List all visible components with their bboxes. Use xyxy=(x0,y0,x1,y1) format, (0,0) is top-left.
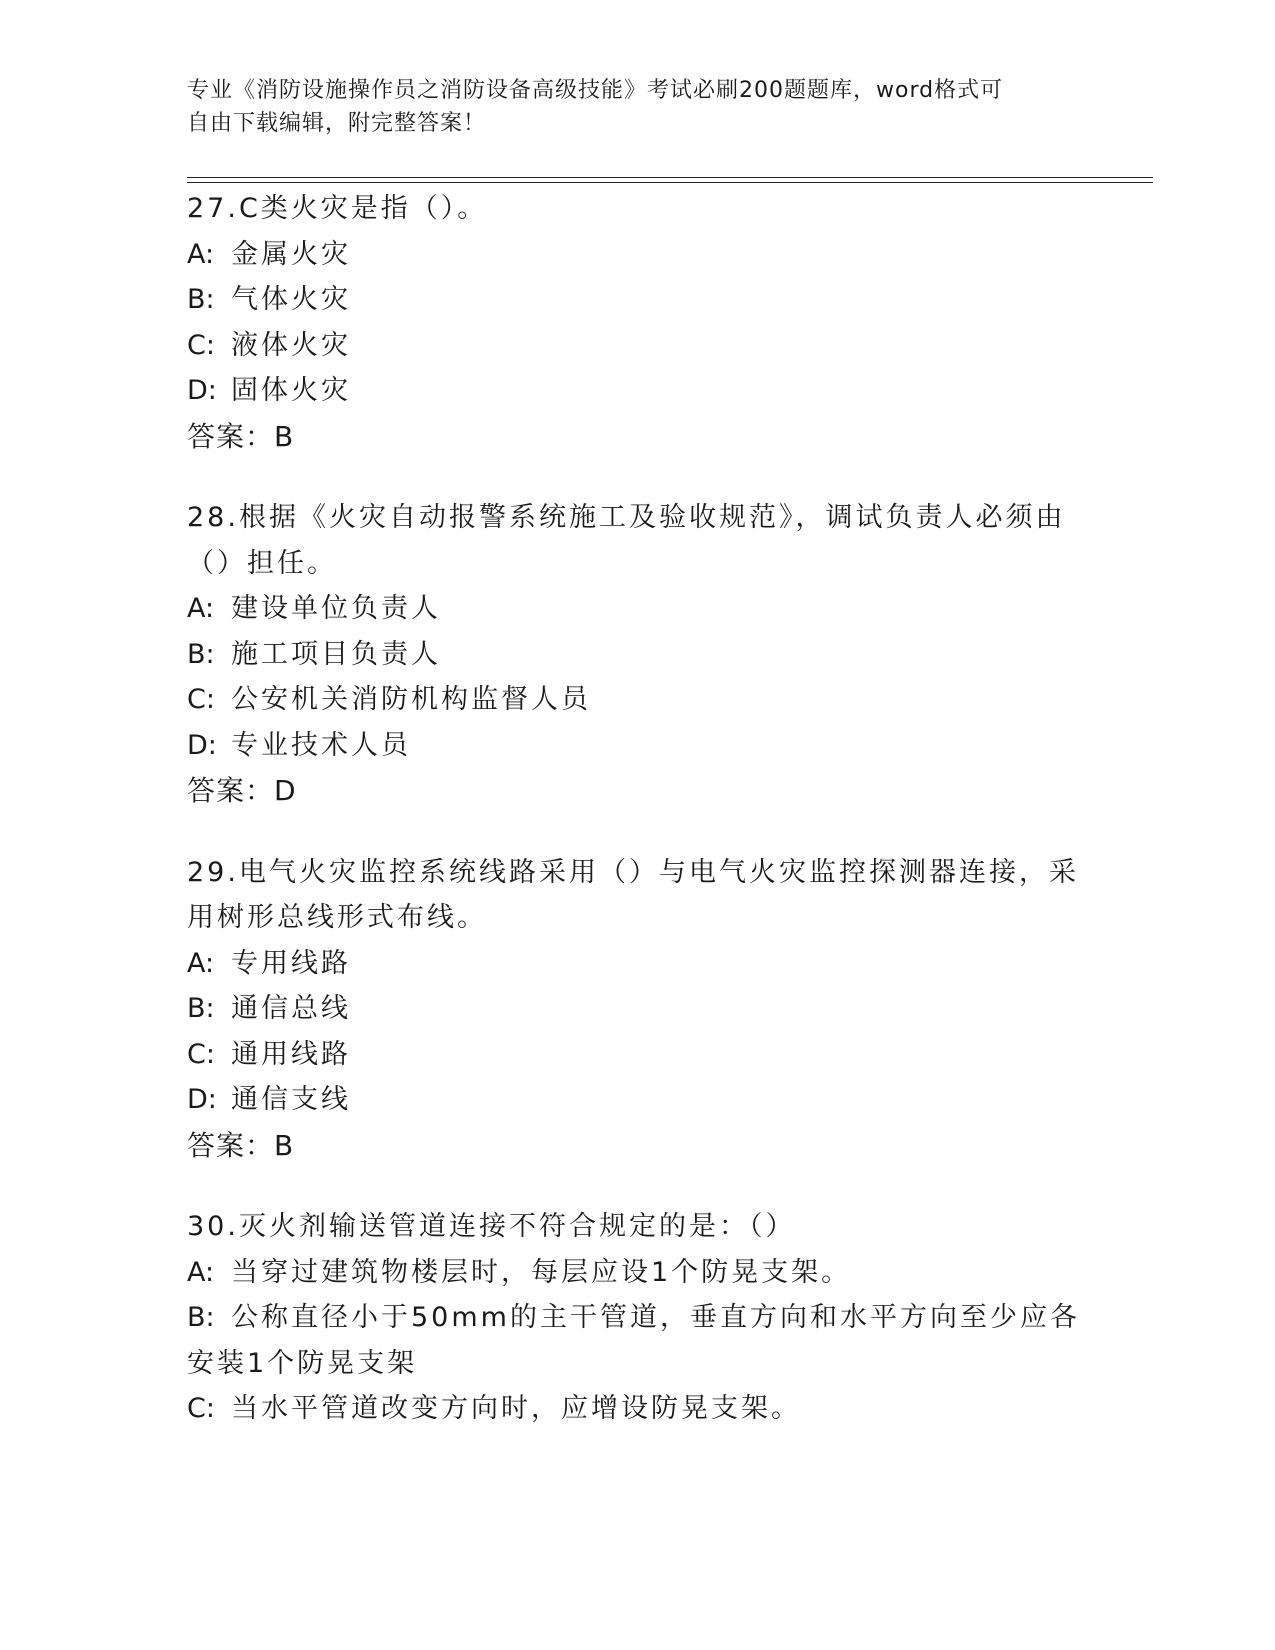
header-divider-top xyxy=(187,177,1153,178)
option-b xyxy=(187,632,1087,678)
option-a xyxy=(187,941,1087,987)
document-header xyxy=(187,74,1067,140)
option-text: 建设单位负责人 xyxy=(231,593,441,624)
option-letter: C: xyxy=(187,329,215,361)
question-29 xyxy=(187,850,1087,1169)
option-text: 气体火灾 xyxy=(231,284,351,315)
option-text: 当穿过建筑物楼层时，每层应设1个防晃支架。 xyxy=(231,1256,852,1288)
question-stem: 电气火灾监控系统线路采用（）与电气火灾监控探测器连接，采用树形总线形式布线。 xyxy=(187,856,1079,933)
header-line-2: 自由下载编辑，附完整答案！ xyxy=(187,111,487,136)
option-b xyxy=(187,1295,1087,1386)
header-line-1: 专业《消防设施操作员之消防设备高级技能》考试必刷200题题库，word格式可 xyxy=(187,78,1004,103)
option-letter: B: xyxy=(187,993,215,1024)
option-letter: D: xyxy=(187,375,217,406)
option-text: 金属火灾 xyxy=(231,238,351,270)
question-stem: C类火灾是指（）。 xyxy=(238,193,488,224)
answer-label: 答案：B xyxy=(187,1128,295,1162)
question-text xyxy=(187,495,1087,586)
option-a xyxy=(187,232,1087,278)
answer-label: 答案：B xyxy=(187,419,295,453)
question-list xyxy=(187,186,1087,1468)
option-text: 通用线路 xyxy=(231,1038,351,1070)
option-letter: A: xyxy=(187,1256,215,1288)
option-c xyxy=(187,1386,1087,1432)
option-text: 通信总线 xyxy=(231,993,351,1024)
question-text xyxy=(187,186,1087,232)
option-letter: C: xyxy=(187,1393,215,1424)
option-text: 当水平管道改变方向时，应增设防晃支架。 xyxy=(231,1393,801,1424)
question-number: 28. xyxy=(187,502,239,533)
option-letter: B: xyxy=(187,638,215,670)
header-divider-bottom xyxy=(187,182,1153,183)
question-28 xyxy=(187,495,1087,814)
question-number: 30. xyxy=(187,1211,239,1242)
option-text: 固体火灾 xyxy=(231,375,351,406)
option-text: 液体火灾 xyxy=(231,329,351,361)
option-text: 专业技术人员 xyxy=(231,729,411,761)
question-27 xyxy=(187,186,1087,459)
option-c xyxy=(187,677,1087,723)
option-letter: B: xyxy=(187,284,215,315)
option-d xyxy=(187,1077,1087,1123)
option-text: 公安机关消防机构监督人员 xyxy=(231,684,591,715)
option-b xyxy=(187,986,1087,1032)
option-letter: D: xyxy=(187,1084,217,1115)
question-30 xyxy=(187,1204,1087,1432)
answer-label: 答案：D xyxy=(187,774,297,807)
option-letter: A: xyxy=(187,593,215,624)
question-stem: 根据《火灾自动报警系统施工及验收规范》，调试负责人必须由（）担任。 xyxy=(187,502,1066,579)
option-text: 公称直径小于50mm的主干管道，垂直方向和水平方向至少应各安装1个防晃支架 xyxy=(187,1302,1080,1379)
option-d xyxy=(187,723,1087,769)
option-letter: A: xyxy=(187,947,215,979)
question-number: 29. xyxy=(187,856,239,888)
option-d xyxy=(187,368,1087,414)
option-a xyxy=(187,586,1087,632)
option-text: 专用线路 xyxy=(231,947,351,979)
option-c xyxy=(187,323,1087,369)
option-text: 施工项目负责人 xyxy=(231,638,441,670)
option-b xyxy=(187,277,1087,323)
option-a xyxy=(187,1250,1087,1296)
question-stem: 灭火剂输送管道连接不符合规定的是：（） xyxy=(238,1211,796,1242)
question-number: 27. xyxy=(187,193,239,224)
option-letter: D: xyxy=(187,729,217,761)
option-letter: A: xyxy=(187,238,215,270)
option-letter: C: xyxy=(187,1038,215,1070)
option-letter: B: xyxy=(187,1302,215,1333)
question-text xyxy=(187,1204,1087,1250)
option-text: 通信支线 xyxy=(231,1084,351,1115)
option-letter: C: xyxy=(187,684,215,715)
option-c xyxy=(187,1032,1087,1078)
question-text xyxy=(187,850,1087,941)
